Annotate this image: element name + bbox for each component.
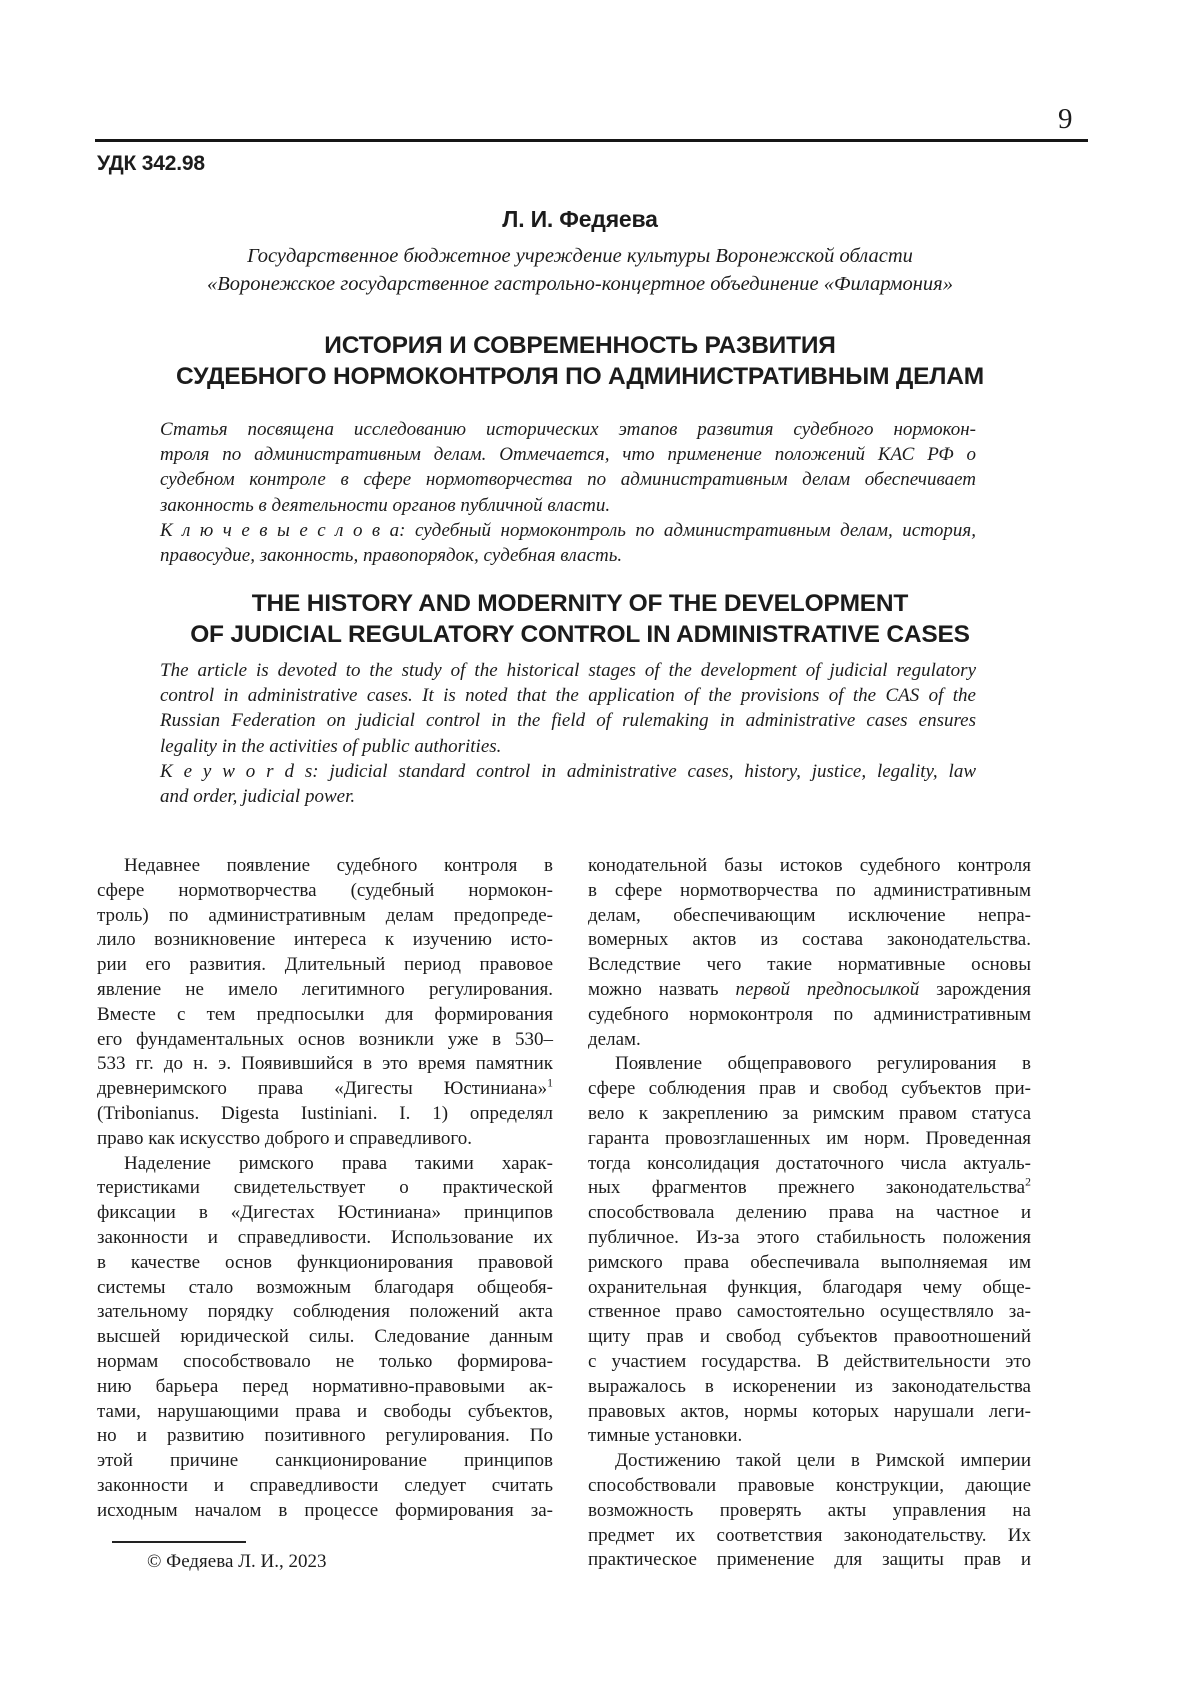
text-line [588, 1102, 1031, 1127]
text-segment: римского права обеспечивала выполняемая им [588, 1251, 1031, 1273]
copyright-note: © Федяева Л. И., 2023 [147, 1551, 327, 1572]
text-line [588, 854, 1031, 879]
text-segment: можно назвать [588, 978, 736, 1000]
text-segment: конодательной базы истоков судебного контроля [588, 855, 1031, 876]
text-segment: явление не имело легитимного регулирования. [97, 978, 553, 1000]
text-line [588, 1201, 1031, 1226]
text-segment: Вследствие чего такие нормативные основы [588, 954, 1031, 976]
text-segment: legality in the activities of public authorities. [160, 735, 502, 757]
text-segment: делам, обеспечивающим исключение непра- [588, 904, 1031, 926]
text-segment: сфере соблюдения прав и свобод субъектов при- [588, 1078, 1031, 1100]
text-line [97, 1400, 553, 1425]
text-segment: древнеримского права «Дигесты Юстиниана» [97, 1078, 548, 1100]
text-segment: К л ю ч е в ы е с л о в а: судебный нормоконтроль по административным делам, история, [160, 519, 976, 541]
text-segment: публичное. Из-за этого стабильность положения [588, 1226, 1031, 1248]
text-segment: делам. [588, 1028, 641, 1050]
text-line [588, 1226, 1031, 1251]
text-line [588, 1152, 1031, 1177]
text-line [97, 1077, 553, 1102]
text-segment: в сфере нормотворчества по административным [588, 879, 1031, 901]
article-title-ru-line: СУДЕБНОГО НОРМОКОНТРОЛЯ ПО АДМИНИСТРАТИВНЫМ ДЕЛАМ [176, 362, 984, 390]
text-segment: возможность проверять акты управления на [588, 1499, 1031, 1521]
text-line [160, 708, 976, 733]
abstract-en [160, 658, 976, 809]
affiliation-line: Государственное бюджетное учреждение культуры Воронежской области [247, 245, 913, 267]
text-line [160, 683, 976, 708]
text-segment: гаранта провозглашенных им норм. Проведенная [588, 1127, 1031, 1149]
text-segment: рии его развития. Длительный период правовое [97, 954, 553, 976]
text-segment: (Tribonianus. Digesta Iustiniani. I. 1) определял [97, 1102, 553, 1124]
text-line [588, 1400, 1031, 1425]
text-segment: способствовала делению права на частное и [588, 1202, 1031, 1224]
affiliation-line: «Воронежское государственное гастрольно-концертное объединение «Филармония» [207, 273, 953, 295]
text-segment: Достижению такой цели в Римской империи [615, 1450, 1031, 1472]
text-segment: судебном контроле в сфере нормотворчества по административным делам обеспечивает [160, 469, 976, 491]
text-segment: The article is devoted to the study of the historical stages of the development of judicial regulatory [160, 660, 976, 681]
text-line [588, 1251, 1031, 1276]
text-line [97, 879, 553, 904]
text-segment: практическое применение для защиты прав и [588, 1549, 1031, 1571]
header-rule [95, 139, 1088, 142]
article-title-ru [70, 331, 1090, 392]
text-segment: тами, нарушающими права и свободы субъектов, [97, 1400, 553, 1422]
text-segment: K e y w o r d s: judicial standard control in administrative cases, history, justice, legality, law [160, 760, 976, 782]
text-line [588, 1052, 1031, 1077]
text-line [97, 1152, 553, 1177]
text-segment: исходным началом в процессе формирования за- [97, 1499, 553, 1521]
text-line [97, 1251, 553, 1276]
text-segment: Появление общеправового регулирования в [615, 1053, 1031, 1075]
text-segment: но и развитию позитивного регулирования. По [97, 1425, 553, 1447]
text-line [588, 1276, 1031, 1301]
text-segment: Russian Federation on judicial control in the field of rulemaking in administrative cases ensures [160, 710, 976, 732]
author-name: Л. И. Федяева [502, 206, 658, 232]
text-segment: способствовали правовые конструкции, дающие [588, 1474, 1031, 1496]
text-segment: троль) по административным делам предопреде- [97, 904, 553, 926]
text-segment: системы стало возможным благодаря общеобя- [97, 1276, 553, 1298]
text-line [97, 1424, 553, 1449]
article-title-en-line: OF JUDICIAL REGULATORY CONTROL IN ADMINISTRATIVE CASES [190, 620, 970, 648]
text-line [588, 1424, 1031, 1449]
text-line [588, 1176, 1031, 1201]
text-line [160, 442, 976, 467]
text-line [97, 1474, 553, 1499]
text-segment: тимные установки. [588, 1425, 743, 1447]
text-line [588, 1474, 1031, 1499]
text-line [97, 1449, 553, 1474]
text-line [97, 1201, 553, 1226]
text-line [97, 854, 553, 879]
text-segment: ственное право самостоятельно осуществляло за- [588, 1301, 1031, 1323]
text-segment: выражалось в искоренении из законодательства [588, 1375, 1031, 1397]
text-segment: его фундаментальных основ возникли уже в 530– [97, 1028, 553, 1050]
text-segment: этой причине санкционирование принципов [97, 1450, 553, 1472]
text-line [160, 417, 976, 442]
text-line [97, 1102, 553, 1127]
text-line [97, 953, 553, 978]
text-segment: зарождения [919, 978, 1031, 1000]
text-line [97, 928, 553, 953]
text-line [160, 493, 976, 518]
text-segment: тогда консолидация достаточного числа актуаль- [588, 1152, 1031, 1174]
text-segment: в качестве основ функционирования правовой [97, 1251, 553, 1273]
text-segment: щиту прав и свобод субъектов правоотношений [588, 1326, 1031, 1348]
text-line [588, 1548, 1031, 1573]
text-segment: правовых актов, нормы которых нарушали леги- [588, 1400, 1031, 1422]
footnote-marker: 2 [1025, 1176, 1031, 1190]
abstract-ru [160, 417, 976, 568]
article-title-ru-line: ИСТОРИЯ И СОВРЕМЕННОСТЬ РАЗВИТИЯ [324, 332, 836, 359]
text-segment: с участием государства. В действительности это [588, 1350, 1031, 1372]
text-line [588, 1524, 1031, 1549]
text-segment: control in administrative cases. It is noted that the application of the provisions of the CAS of the [160, 685, 976, 707]
text-line [160, 467, 976, 492]
article-title-en-line: THE HISTORY AND MODERNITY OF THE DEVELOPMENT [251, 590, 909, 617]
text-line [160, 784, 976, 809]
text-line [588, 1127, 1031, 1152]
text-segment: нормам способствовало не только формирова- [97, 1350, 553, 1372]
text-line [160, 759, 976, 784]
text-segment: вомерных актов из состава законодательства. [588, 929, 1031, 951]
text-segment: лило возникновение интереса к изучению исто- [97, 929, 553, 951]
text-line [97, 1127, 553, 1152]
text-segment: право как искусство доброго и справедливого. [97, 1127, 472, 1149]
udc-code: УДК 342.98 [97, 152, 205, 175]
text-segment: вело к закреплению за римским правом статуса [588, 1102, 1031, 1124]
text-segment: Статья посвящена исследованию исторических этапов развития судебного нормокон- [160, 419, 976, 440]
text-line [588, 1499, 1031, 1524]
text-segment: Недавнее появление судебного контроля в [124, 855, 553, 876]
text-line [588, 904, 1031, 929]
text-line [160, 658, 976, 683]
text-segment: фиксации в «Дигестах Юстиниана» принципов [97, 1202, 553, 1224]
text-line [97, 1499, 553, 1524]
text-line [588, 1003, 1031, 1028]
footnote-marker: 1 [547, 1076, 553, 1090]
text-line [97, 1300, 553, 1325]
text-segment: нию барьера перед нормативно-правовыми ак- [97, 1375, 553, 1397]
text-line [160, 543, 976, 568]
text-line [97, 1276, 553, 1301]
text-segment: охранительная функция, благодаря чему обще- [588, 1276, 1031, 1298]
text-line [588, 1028, 1031, 1053]
text-segment: Вместе с тем предпосылки для формирования [97, 1003, 553, 1025]
footnote-rule [112, 1541, 246, 1543]
text-segment: сфере нормотворчества (судебный нормокон- [97, 879, 553, 901]
text-line [97, 1003, 553, 1028]
text-segment: троля по административным делам. Отмечается, что применение положений КАС РФ о [160, 444, 976, 466]
text-line [97, 1375, 553, 1400]
text-line [588, 1449, 1031, 1474]
text-segment: Наделение римского права такими харак- [124, 1152, 553, 1174]
text-line [588, 1375, 1031, 1400]
text-segment: зательному порядку соблюдения положений акта [97, 1301, 553, 1323]
text-segment: законности и справедливости. Использование их [97, 1226, 553, 1248]
text-segment: законность в деятельности органов публичной власти. [160, 494, 611, 516]
text-line [588, 953, 1031, 978]
body-column-right [588, 854, 1031, 1573]
text-segment: 533 гг. до н. э. Появившийся в это время памятник [97, 1053, 553, 1075]
text-line [588, 1325, 1031, 1350]
text-line [588, 978, 1031, 1003]
text-segment: предмет их соответствия законодательству. Их [588, 1524, 1031, 1546]
page-number: 9 [1058, 103, 1073, 135]
text-line [588, 879, 1031, 904]
text-segment: and order, judicial power. [160, 786, 356, 808]
text-segment: ных фрагментов прежнего законодательства [588, 1177, 1026, 1199]
text-segment: законности и справедливости следует считать [97, 1474, 553, 1496]
text-line [97, 1028, 553, 1053]
text-line [97, 1176, 553, 1201]
text-line [97, 1350, 553, 1375]
text-line [97, 1325, 553, 1350]
text-segment: высшей юридической силы. Следование данным [97, 1326, 553, 1348]
text-line [97, 1052, 553, 1077]
text-line [588, 928, 1031, 953]
text-line [97, 1226, 553, 1251]
text-segment: теристиками свидетельствует о практической [97, 1177, 553, 1199]
text-line [97, 978, 553, 1003]
affiliation [70, 242, 1090, 298]
text-line [588, 1300, 1031, 1325]
text-line [160, 518, 976, 543]
text-segment: судебного нормоконтроля по административным [588, 1003, 1031, 1025]
text-line [588, 1350, 1031, 1375]
body-column-left [97, 854, 553, 1524]
text-line [97, 904, 553, 929]
text-segment: первой предпосылкой [735, 978, 920, 1000]
article-title-en [70, 589, 1090, 650]
text-line [588, 1077, 1031, 1102]
text-segment: правосудие, законность, правопорядок, судебная власть. [160, 545, 623, 567]
text-line [160, 734, 976, 759]
